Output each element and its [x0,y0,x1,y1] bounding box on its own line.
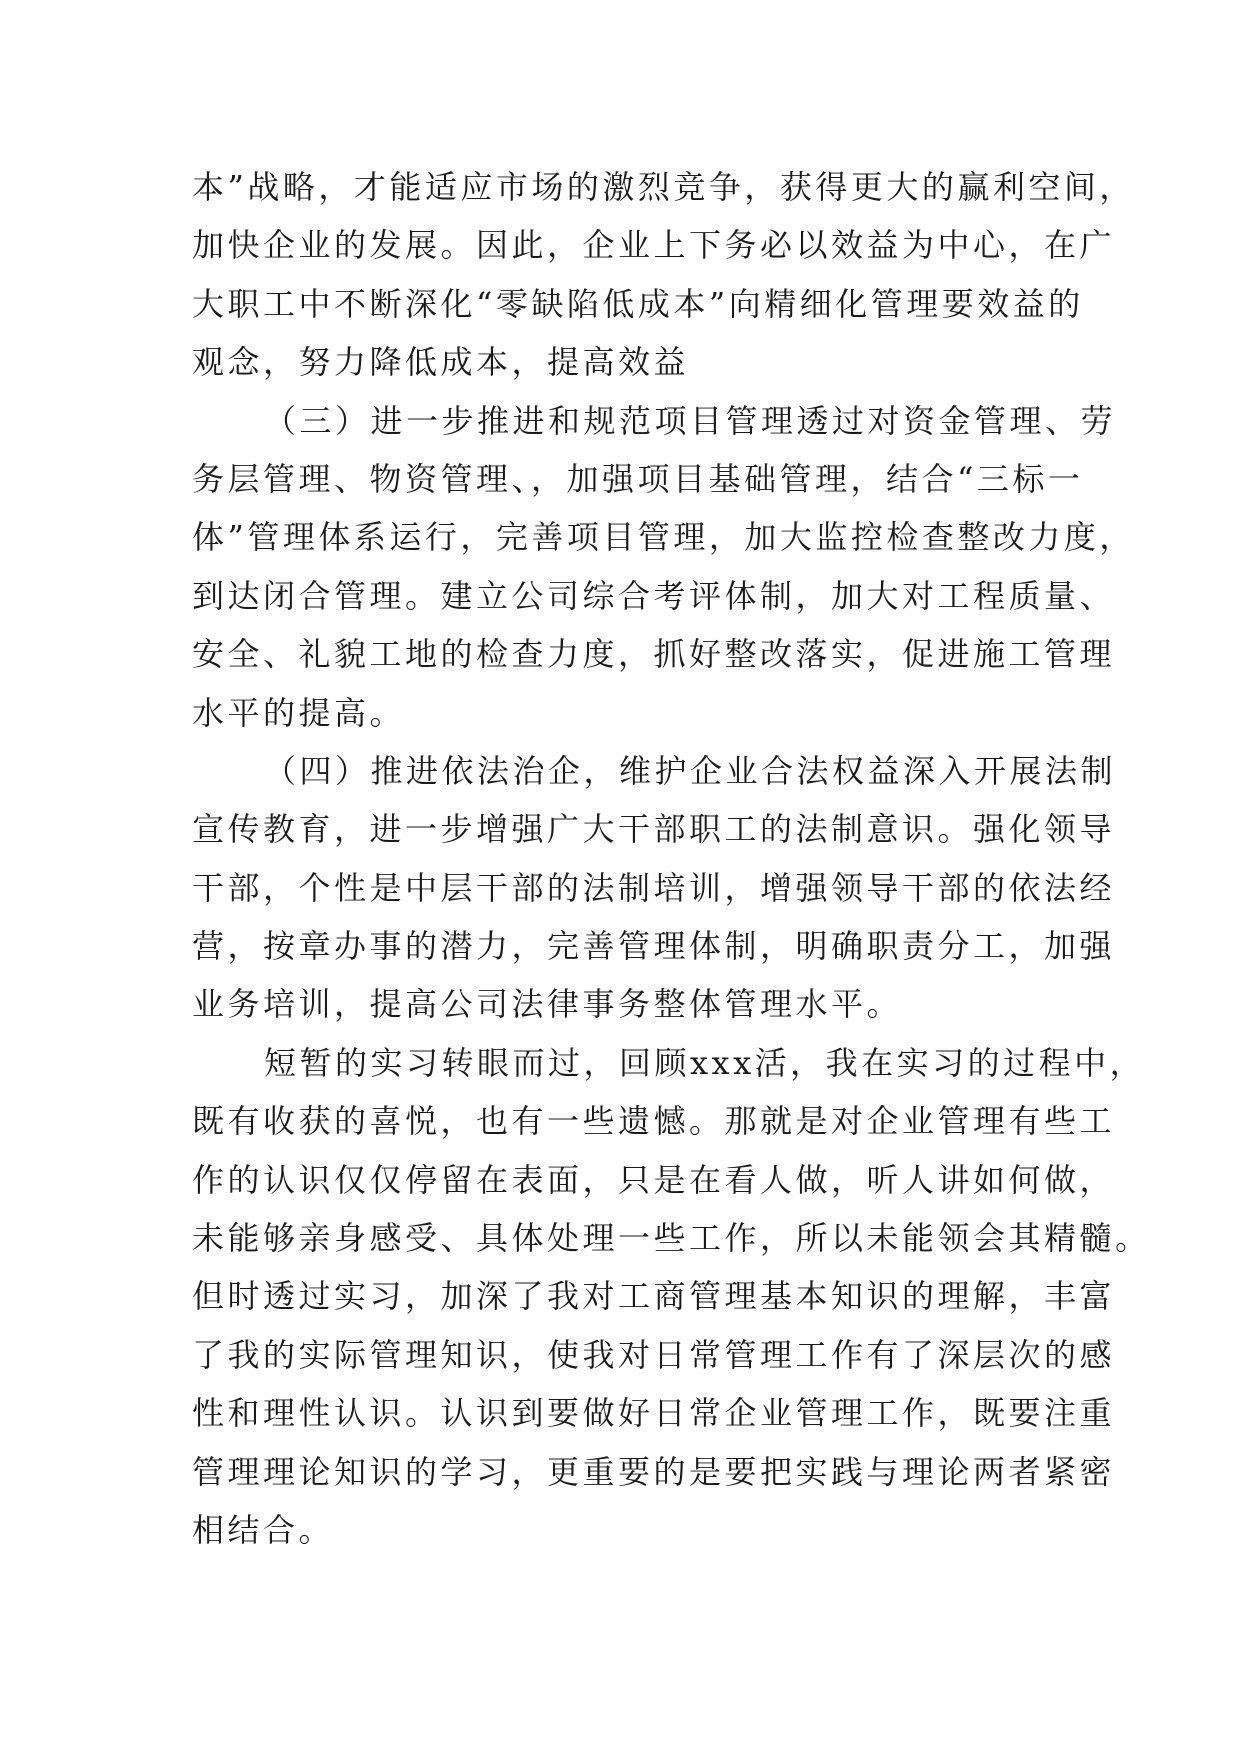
text-line: 加快企业的发展。因此，企业上下务必以效益为中心，在广 [192,226,1116,265]
text-line: 务层管理、物资管理、，加强项目基础管理，结合“三标一 [192,459,1084,498]
text-line: 水平的提高。 [192,693,406,732]
document-body [192,158,1151,1559]
text-line: （三）进一步推进和规范项目管理透过对资金管理、劳 [264,401,1117,440]
text-line: 相结合。 [192,1510,335,1549]
text-line: 体”管理体系运行，完善项目管理，加大监控检查整改力度， [192,518,1135,557]
text-line: 安全、礼貌工地的检查力度，抓好整改落实，促进施工管理 [192,635,1116,674]
text-line: 宣传教育，进一步增强广大干部职工的法制意识。强化领导 [192,810,1116,849]
text-line: 业务培训，提高公司法律事务整体管理水平。 [192,985,903,1024]
text-line: 营，按章办事的潜力，完善管理体制，明确职责分工，加强 [192,927,1116,966]
text-line: 本”战略，才能适应市场的激烈竞争，获得更大的赢利空间， [192,168,1135,206]
text-line: （四）推进依法治企，维护企业合法权益深入开展法制 [264,751,1117,790]
text-line: 未能够亲身感受、具体处理一些工作，所以未能领会其精髓。 [192,1219,1151,1258]
text-line: 了我的实际管理知识，使我对日常管理工作有了深层次的感 [192,1335,1116,1374]
text-line: 性和理性认识。认识到要做好日常企业管理工作，既要注重 [192,1394,1116,1433]
text-line: 但时透过实习，加深了我对工商管理基本知识的理解，丰富 [192,1277,1116,1316]
text-line: 既有收获的喜悦，也有一些遗憾。那就是对企业管理有些工 [192,1102,1116,1141]
text-line: 大职工中不断深化“零缺陷低成本”向精细化管理要效益的 [192,284,1084,323]
text-line: 到达闭合管理。建立公司综合考评体制，加大对工程质量、 [192,576,1116,615]
text-line: 短暂的实习转眼而过，回顾xxx活，我在实习的过程中， [264,1043,1146,1082]
text-line: 观念，努力降低成本，提高效益 [192,343,690,382]
text-line: 作的认识仅仅停留在表面，只是在看人做，听人讲如何做， [192,1160,1116,1199]
text-line: 干部，个性是中层干部的法制培训，增强领导干部的依法经 [192,868,1116,907]
text-line: 管理理论知识的学习，更重要的是要把实践与理论两者紧密 [192,1452,1116,1491]
